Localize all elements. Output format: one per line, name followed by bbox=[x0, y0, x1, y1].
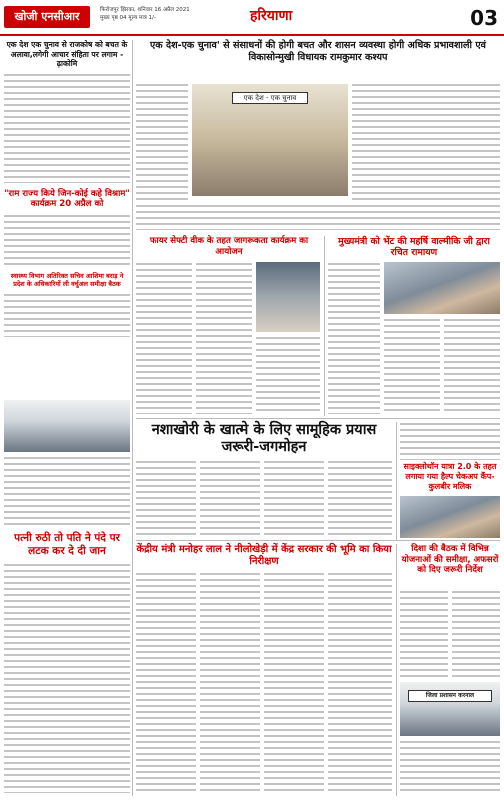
brand-logo: खोजी एनसीआर bbox=[4, 6, 90, 28]
top-story-text-col1 bbox=[136, 83, 188, 201]
top-story-headline: एक देश-एक चुनाव' से संसाधनों की होगी बचत और शासन व्यवस्था होगी अधिक प्रभावशाली एवं विकासोन्मुखी विधायक रामकुमार कश्यप bbox=[150, 40, 486, 63]
drug-story-text-4 bbox=[328, 460, 392, 536]
cm-story-text-1 bbox=[328, 262, 380, 414]
left-story-3-photo bbox=[4, 400, 130, 452]
drug-story-headline: नशाखोरी के खात्मे के लिए सामूहिक प्रयास जरूरी-जगमोहन bbox=[151, 422, 377, 455]
cm-story-headline: मुख्यमंत्री को भेंट की महर्षि वाल्मीकि जी द्वारा रचित रामायण bbox=[338, 236, 490, 259]
disha-text-1 bbox=[400, 590, 448, 678]
disha-photo bbox=[400, 682, 500, 736]
disha-text-2 bbox=[452, 590, 500, 678]
disha-text-3 bbox=[400, 740, 500, 794]
fire-story-text-1 bbox=[136, 262, 192, 414]
minister-story-text-3 bbox=[264, 572, 324, 794]
left-headline-1: एक देश एक चुनाव से राजकोष को बचत के अलावा,लगेगी आचार संहिता पर लगाम - ढ़ाकोमि bbox=[6, 40, 128, 68]
cyclothon-photo bbox=[400, 496, 500, 538]
drug-story-text-3 bbox=[264, 460, 324, 536]
issue-date: फिरोजपुर झिरका, शनिवार 16 अप्रैल 2021 bbox=[100, 7, 190, 13]
left-story-1-text bbox=[4, 73, 130, 183]
left-story-4-text bbox=[4, 563, 130, 793]
top-story bbox=[136, 40, 500, 63]
fire-story-headline: फायर सेफ्टी वीक के तहत जागरूकता कार्यक्रम का आयोजन bbox=[149, 236, 309, 257]
row-divider bbox=[136, 540, 500, 541]
drug-story-text-2 bbox=[200, 460, 260, 536]
column-divider bbox=[396, 422, 397, 540]
column-divider bbox=[396, 544, 397, 796]
section-title: हरियाणा bbox=[250, 8, 293, 24]
cm-story-text-3 bbox=[444, 318, 500, 414]
left-column bbox=[4, 40, 130, 337]
fire-story-text-3 bbox=[256, 336, 320, 414]
disha-banner: जिला प्रशासन करनाल bbox=[408, 690, 492, 702]
left-story-3-text bbox=[4, 293, 130, 337]
cm-story-photo bbox=[384, 262, 500, 314]
issue-price: मुख्य पृष्ठ 04 मूल्य मात्र 1/- bbox=[100, 15, 156, 21]
left-story-3-more-text bbox=[4, 456, 130, 526]
minister-story-text-1 bbox=[136, 572, 196, 794]
top-story-text-col2 bbox=[352, 83, 500, 201]
minister-story-headline: केंद्रीय मंत्री मनोहर लाल ने नीलोखेड़ी में केंद्र सरकार की भूमि का किया निरीक्षण bbox=[136, 544, 392, 568]
row-divider bbox=[136, 418, 500, 419]
cm-story-text-2 bbox=[384, 318, 440, 414]
minister-story-text-2 bbox=[200, 572, 260, 794]
cyclothon-headline: साइक्लोथॉन यात्रा 2.0 के तहत लगाया गया हैल्प चेकअप कैंप-कुलबीर मलिक bbox=[403, 462, 497, 491]
fire-story-photo bbox=[256, 262, 320, 332]
left-headline-3: स्वास्थ्य विभाग अतिरिक्त सचिव आशिमा बराड़ ने प्रदेश के अधिकारियों ली वर्चुअल समीक्षा बैठक bbox=[10, 271, 124, 289]
column-divider bbox=[324, 236, 325, 416]
event-banner: एक देश - एक चुनाव bbox=[232, 92, 308, 104]
minister-story-text-4 bbox=[328, 572, 392, 794]
left-headline-4: पत्नी रुठी तो पति ने पंदे पर लटक कर दे दी जान bbox=[14, 532, 120, 557]
disha-headline: दिशा की बैठक में विभिन्न योजनाओं की समीक्षा, अफसरों को दिए जरूरी निर्देश bbox=[401, 544, 499, 576]
column-divider bbox=[132, 40, 133, 796]
masthead bbox=[0, 0, 504, 36]
left-headline-2: "राम राज्य किये जिन-कोई कहे विश्राम" कार्यक्रम 20 अप्रैल को bbox=[4, 188, 130, 210]
left-story-2-text bbox=[4, 214, 130, 266]
fire-story-text-2 bbox=[196, 262, 252, 414]
cyclothon-lead-text bbox=[400, 422, 500, 460]
page-number: 03 bbox=[470, 6, 498, 30]
top-story-photo bbox=[192, 84, 348, 196]
issue-meta bbox=[100, 6, 220, 22]
drug-story-text-1 bbox=[136, 460, 196, 536]
